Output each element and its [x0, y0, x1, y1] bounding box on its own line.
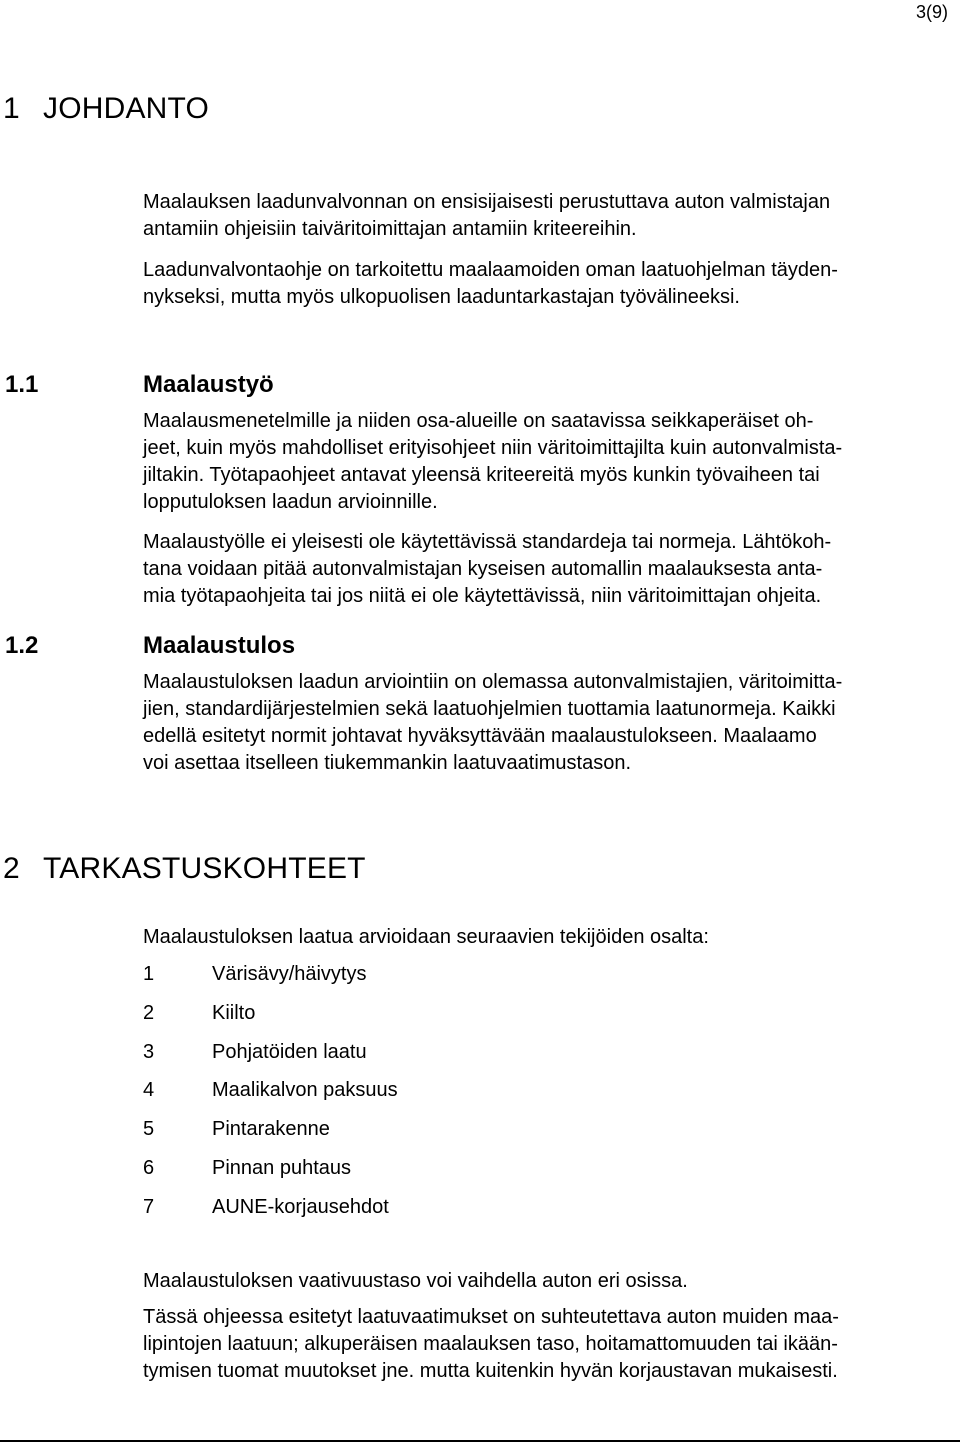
footer-rule	[0, 1440, 960, 1442]
section-heading-1	[3, 92, 209, 126]
list-item: 4 Maalikalvon paksuus	[143, 1079, 398, 1102]
section-title: TARKASTUSKOHTEET	[43, 852, 366, 885]
section-number: 2	[3, 852, 20, 885]
subsection-heading-1-2	[5, 632, 295, 660]
body-paragraph: Maalaustuloksen laadun arviointiin on olemassa autonvalmistajien, väritoimitta- jien, standardijärjestelmien sekä laatuohjelmien tuottamia laatunormeja. Kaikki edellä esitetyt normit johtavat hyväksyttävään maalaustulokseen. Maalaamo voi asettaa itselleen tiukemmankin laatuvaatimustason.	[143, 671, 843, 774]
body-paragraph: Maalaustuloksen vaativuustaso voi vaihdella auton eri osissa.	[143, 1270, 688, 1292]
intro-paragraph: Maalauksen laadunvalvonnan on ensisijaisesti perustuttava auton valmistajan antamiin ohjeisiin taiväritoimittajan antamiin kriteereihin.	[143, 191, 831, 240]
page-number: 3(9)	[915, 2, 948, 22]
subsection-number: 1.2	[5, 632, 39, 659]
list-item: 3 Pohjatöiden laatu	[143, 1040, 367, 1063]
intro-paragraph: Laadunvalvontaohje on tarkoitettu maalaamoiden oman laatuohjelman täyden- nykseksi, mutta myös ulkopuolisen laaduntarkastajan työvälineeksi.	[143, 259, 838, 308]
section-number: 1	[3, 92, 20, 125]
list-item: 6 Pinnan puhtaus	[143, 1156, 352, 1179]
inspection-list	[143, 962, 398, 1234]
section-heading-2	[3, 852, 366, 886]
body-paragraph: Tässä ohjeessa esitetyt laatuvaatimukset on suhteutettava auton muiden maa- lipintojen laatuun; alkuperäisen maalauksen taso, hoitamattomuuden tai ikään- tymisen tuomat muutokset jne. mutta kuitenkin hyvän korjaustavan mukaisesti.	[143, 1306, 839, 1382]
subsection-heading-1-1	[5, 371, 274, 399]
section-title: JOHDANTO	[43, 92, 210, 125]
list-item: 5 Pintarakenne	[143, 1118, 330, 1141]
list-item: 2 Kiilto	[143, 1001, 256, 1024]
subsection-title: Maalaustyö	[143, 371, 274, 398]
list-item: 7 AUNE-korjausehdot	[143, 1195, 389, 1218]
subsection-title: Maalaustulos	[143, 632, 296, 659]
body-paragraph: Maalaustyölle ei yleisesti ole käytettävissä standardeja tai normeja. Lähtökoh- tana voidaan pitää autonvalmistajan kyseisen automallin maalauksesta anta- mia työtapaohjeita tai jos niitä ei ole käytettävissä, niin väritoimittajan ohjeita.	[143, 531, 832, 607]
body-paragraph: Maalausmenetelmille ja niiden osa-alueille on saatavissa seikkaperäiset oh- jeet, kuin myös mahdolliset erityisohjeet niin väritoimittajilta kuin autonvalmista- jiltakin. Työtapaohjeet antavat yleensä kriteereitä myös kunkin työvaiheen tai lopputuloksen laadun arvioinnille.	[143, 410, 843, 513]
subsection-number: 1.1	[5, 371, 39, 398]
list-item: 1 Värisävy/häivytys	[143, 963, 367, 985]
list-intro: Maalaustuloksen laatua arvioidaan seuraavien tekijöiden osalta:	[143, 926, 709, 948]
